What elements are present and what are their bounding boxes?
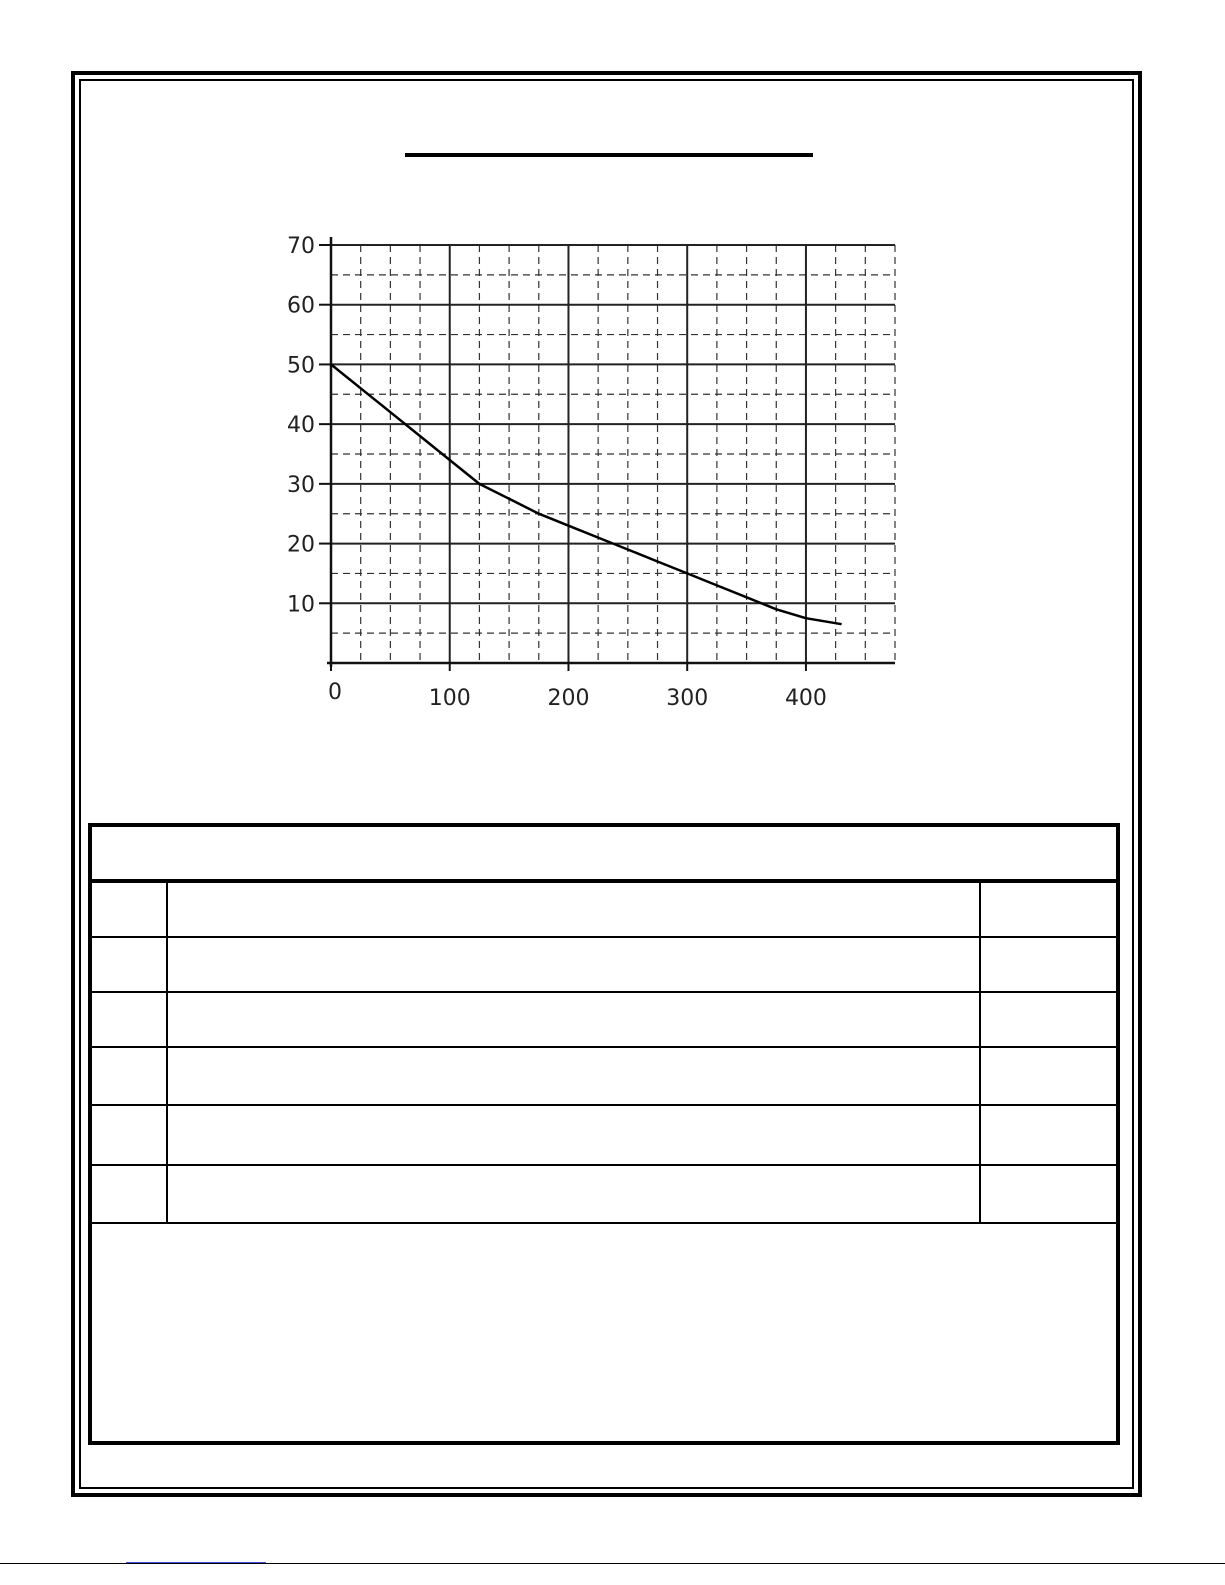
y-tick-label: 70 (287, 234, 315, 259)
table-cell-number (92, 938, 168, 991)
y-tick-label: 60 (287, 293, 315, 319)
table-cell-value (981, 883, 1116, 936)
x-tick-label: 0 (328, 680, 342, 705)
series-line (331, 364, 842, 624)
table-cell-number (92, 1048, 168, 1104)
notes-area (92, 1224, 1116, 1441)
x-tick-label: 300 (666, 686, 709, 711)
table-cell-description (168, 1106, 981, 1164)
table-cell-description (168, 993, 981, 1046)
table-cell-number (92, 1166, 168, 1222)
table-cell-description (168, 1166, 981, 1222)
table-row (92, 1166, 1116, 1224)
table-cell-number (92, 883, 168, 936)
table-cell-value (981, 1106, 1116, 1164)
table-cell-value (981, 993, 1116, 1046)
y-tick-label: 10 (287, 592, 315, 618)
table-cell-description (168, 883, 981, 936)
table-cell-description (168, 938, 981, 991)
table-cell-value (981, 1166, 1116, 1222)
table-cell-value (981, 938, 1116, 991)
table-row (92, 993, 1116, 1048)
x-tick-label: 100 (428, 686, 471, 711)
table-cell-value (981, 1048, 1116, 1104)
table-header-row (92, 827, 1116, 883)
y-tick-label: 30 (287, 472, 315, 498)
x-tick-label: 200 (547, 686, 590, 711)
y-tick-label: 20 (287, 532, 315, 558)
footer-link-underline[interactable] (126, 1558, 266, 1563)
table-cell-description (168, 1048, 981, 1104)
table-row (92, 1106, 1116, 1166)
table-row (92, 1048, 1116, 1106)
footer-rule (0, 1563, 1225, 1564)
x-tick-label: 400 (784, 686, 827, 711)
y-tick-label: 50 (287, 353, 315, 379)
table-row (92, 883, 1116, 938)
table-row (92, 938, 1116, 993)
line-chart (0, 0, 1225, 760)
data-table (88, 823, 1120, 1445)
table-cell-number (92, 993, 168, 1046)
y-tick-label: 40 (287, 413, 315, 439)
table-cell-number (92, 1106, 168, 1164)
